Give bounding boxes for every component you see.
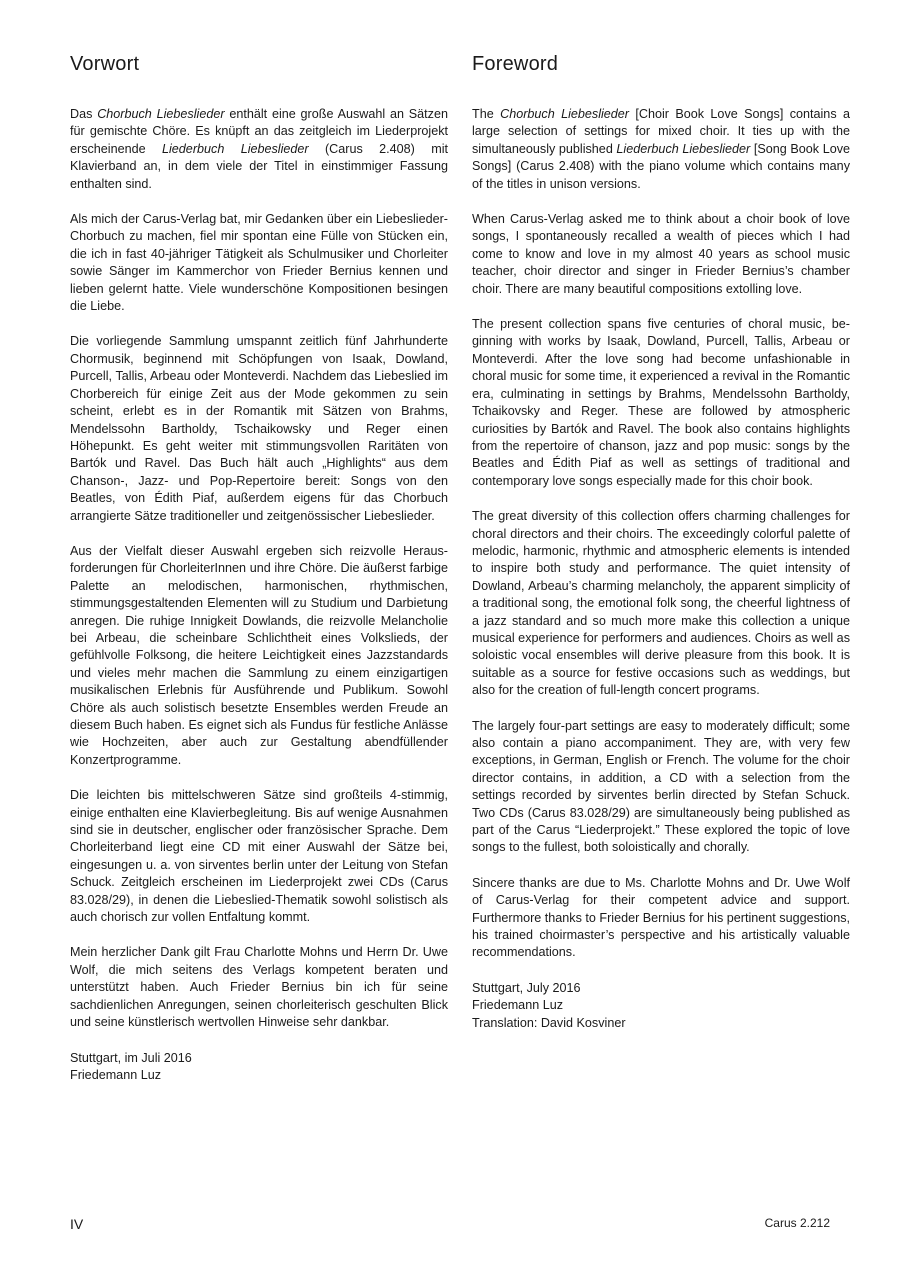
vorwort-paragraph-3: Die vorliegende Sammlung umspannt zeitlich fünf Jahrhunderte Chormusik, beginnend mit Schöpfungen von Isaak, Dowland, Purcell, Tallis, Arbeau oder Monteverdi. Nachdem das Liebeslied im Chorbereich für einige Zeit aus der Mode gekommen zu sein scheint, erlebt es in der Romantik mit Sätzen von Brahms, Mendelssohn Bartholdy, Tschaikowsky und Reger einen Höhepunkt. Es geht weiter mit stimmungsvollen Raritäten von Bartók und Ravel. Das Buch hält auch „Highlights“ aus dem Chanson-, Jazz- und Pop-Repertoire bereit: Songs von den Beatles, von Édith Piaf, außerdem eigens für das Chorbuch arrangierte Sätze traditioneller und zeitgenössischer Liebeslieder.: [70, 334, 448, 523]
vorwort-author: Friedemann Luz: [70, 1067, 162, 1082]
vorwort-paragraph-2: Als mich der Carus-Verlag bat, mir Gedanken über ein Liebeslieder-Chorbuch zu machen, fiel mir spontan eine Fülle von Stücken ein, die ich in fast 40-jähriger Tätigkeit als Schulmusiker und Chorleiter sowie Sänger im Kammerchor von Frieder Bernius kennen und lieben gelernt hatte. Viele wunderschöne Kompositionen besingen die Liebe.: [70, 212, 448, 314]
foreword-author: Friedemann Luz: [472, 998, 564, 1013]
foreword-paragraph-3: The present collection spans five centuries of choral music, beginning with works by Isaak, Dowland, Purcell, Tallis, Arbeau or Monteverdi. After the love song had become unfashionable in choral music for some time, it experienced a revival in the Romantic era, culminating in settings by Brahms, Mendelssohn Bartholdy, Tchaikovsky and Reger. These are followed by atmospheric curiosities by Bartók and Ravel. The book also contains highlights from the repertoire of chanson, jazz and pop music: songs by the Beatles and Édith Piaf as well as settings of traditional and contemporary love songs especially made for this choir book.: [472, 317, 850, 488]
vorwort-column: [70, 52, 448, 1102]
catalog-number: Carus 2.212: [764, 1216, 830, 1230]
foreword-signature: [472, 980, 850, 1032]
vorwort-title: Vorwort: [70, 53, 140, 75]
vorwort-paragraph-6: Mein herzlicher Dank gilt Frau Charlotte Mohns und Herrn Dr. Uwe Wolf, die mich seitens des Verlags kompetent beraten und unterstützt haben. Auch Frieder Bernius bin ich für seine sachdienlichen Anregungen, seinen chorleiterisch geschulten Blick und seine künstlerisch wertvollen Hinweise sehr dankbar.: [70, 945, 448, 1030]
foreword-paragraph-1: The Chorbuch Liebeslieder [Choir Book Love Songs] contains a large selection of settings for mixed choir. It ties up with the simultaneously published Liederbuch Liebeslieder [Song Book Love Songs] (Carus 2.408) with the piano volume which contains many of the titles in unison versions.: [472, 107, 850, 191]
foreword-column: [472, 52, 850, 1050]
vorwort-paragraph-5: Die leichten bis mittelschweren Sätze sind großteils 4-stimmig, einige enthalten eine Klavierbegleitung. Bis auf wenige Ausnahmen sind sie in deutscher, englischer oder französischer Sprache. Dem Chorleiterband liegt eine CD mit einer Auswahl der Sätze bei, eingesungen u. a. von sirventes berlin unter der Leitung von Stefan Schuck. Zeitgleich erscheinen im Liederprojekt zwei CDs (Carus 83.028/29), in denen die Liebeslied-Thematik sowohl solistisch als auch chorisch zur vollen Entfaltung kommt.: [70, 788, 448, 925]
foreword-paragraph-2: When Carus-Verlag asked me to think about a choir book of love songs, I spontaneously recalled a wealth of pieces which I had come to know and love in my almost 40 years as school music teacher, choir director and singer in Frieder Bernius’s chamber choir. There are many beautiful compositions extolling love.: [472, 212, 850, 296]
foreword-title: Foreword: [472, 53, 559, 75]
foreword-paragraph-5: The largely four-part settings are easy to moderately difficult; some also contain a piano accompaniment. They are, with very few exceptions, in German, English or French. The volume for the choir director contains, in addition, a CD with a selection from the settings recorded by sirventes berlin directed by Stefan Schuck. Two CDs (Carus 83.028/29) are simultaneously being published as part of the Carus “Liederprojekt.” These explored the topic of love songs to the fullest, both soloistically and chorally.: [472, 718, 850, 855]
vorwort-paragraph-4: Aus der Vielfalt dieser Auswahl ergeben sich reizvolle Herausforderungen für ChorleiterInnen und ihre Chöre. Die äußerst farbige Palette an melodischen, harmonischen, rhythmischen, stimmungsgestaltenden Elementen will zu Studium und Darbietung anregen. Die ruhige Innigkeit Dowlands, die reizvolle Melancholie bei Arbeau, die scheinbare Schlichtheit eines Volkslieds, der gefühlvolle Folksong, die heitere Leichtigkeit eines Jazzstandards und vieles mehr machen die Sammlung zu einem einzigartigen musikalischen Erlebnis für Ausführende und Publikum. Sowohl Chöre als auch solistisch besetzte Ensembles werden Freude an diesem Buch haben. Es eignet sich als Fundus für festliche Anlässe wie Hochzeiten, aber auch zur Gestaltung abendfüllender Konzertprogramme.: [70, 543, 448, 767]
vorwort-place-date: Stuttgart, im Juli 2016: [70, 1050, 192, 1065]
foreword-paragraph-6: Sincere thanks are due to Ms. Charlotte Mohns and Dr. Uwe Wolf of Carus-Verlag for their competent advice and support. Furthermore thanks to Frieder Bernius for his pertinent suggestions, his trained choirmaster’s perspective and his artistically valuable recommendations.: [472, 875, 850, 960]
foreword-place-date: Stuttgart, July 2016: [472, 980, 581, 995]
vorwort-signature: [70, 1050, 448, 1085]
foreword-paragraph-4: The great diversity of this collection offers charming challenges for choral directors and their choirs. The exceedingly colorful palette of melodic, harmonic, rhythmic and atmospheric elements is intended to inspire both study and performance. The quiet intensity of Dowland, Arbeau’s charming melancholy, the apparent simplicity of a traditional song, the emotional folk song, the cheerful lightness of a jazz standard and so much more make this collection a unique musical experience for performers and audiences. Choirs as well as soloistic vocal ensembles will derive pleasure from this book. It is suitable as a source for festive occasions such as weddings, but also for the creation of full-length concert programs.: [472, 509, 850, 698]
foreword-translation-credit: Translation: David Kosviner: [472, 1015, 626, 1030]
page-number: IV: [70, 1216, 84, 1232]
vorwort-paragraph-1: Das Chorbuch Liebeslieder enthält eine große Auswahl an Sätzen für gemischte Chöre. Es knüpft an das zeitgleich im Liederprojekt erscheinende Liederbuch Liebeslieder (Carus 2.408) mit Klavierband an, in dem viele der Titel in einstimmiger Fassung enthalten sind.: [70, 107, 449, 191]
